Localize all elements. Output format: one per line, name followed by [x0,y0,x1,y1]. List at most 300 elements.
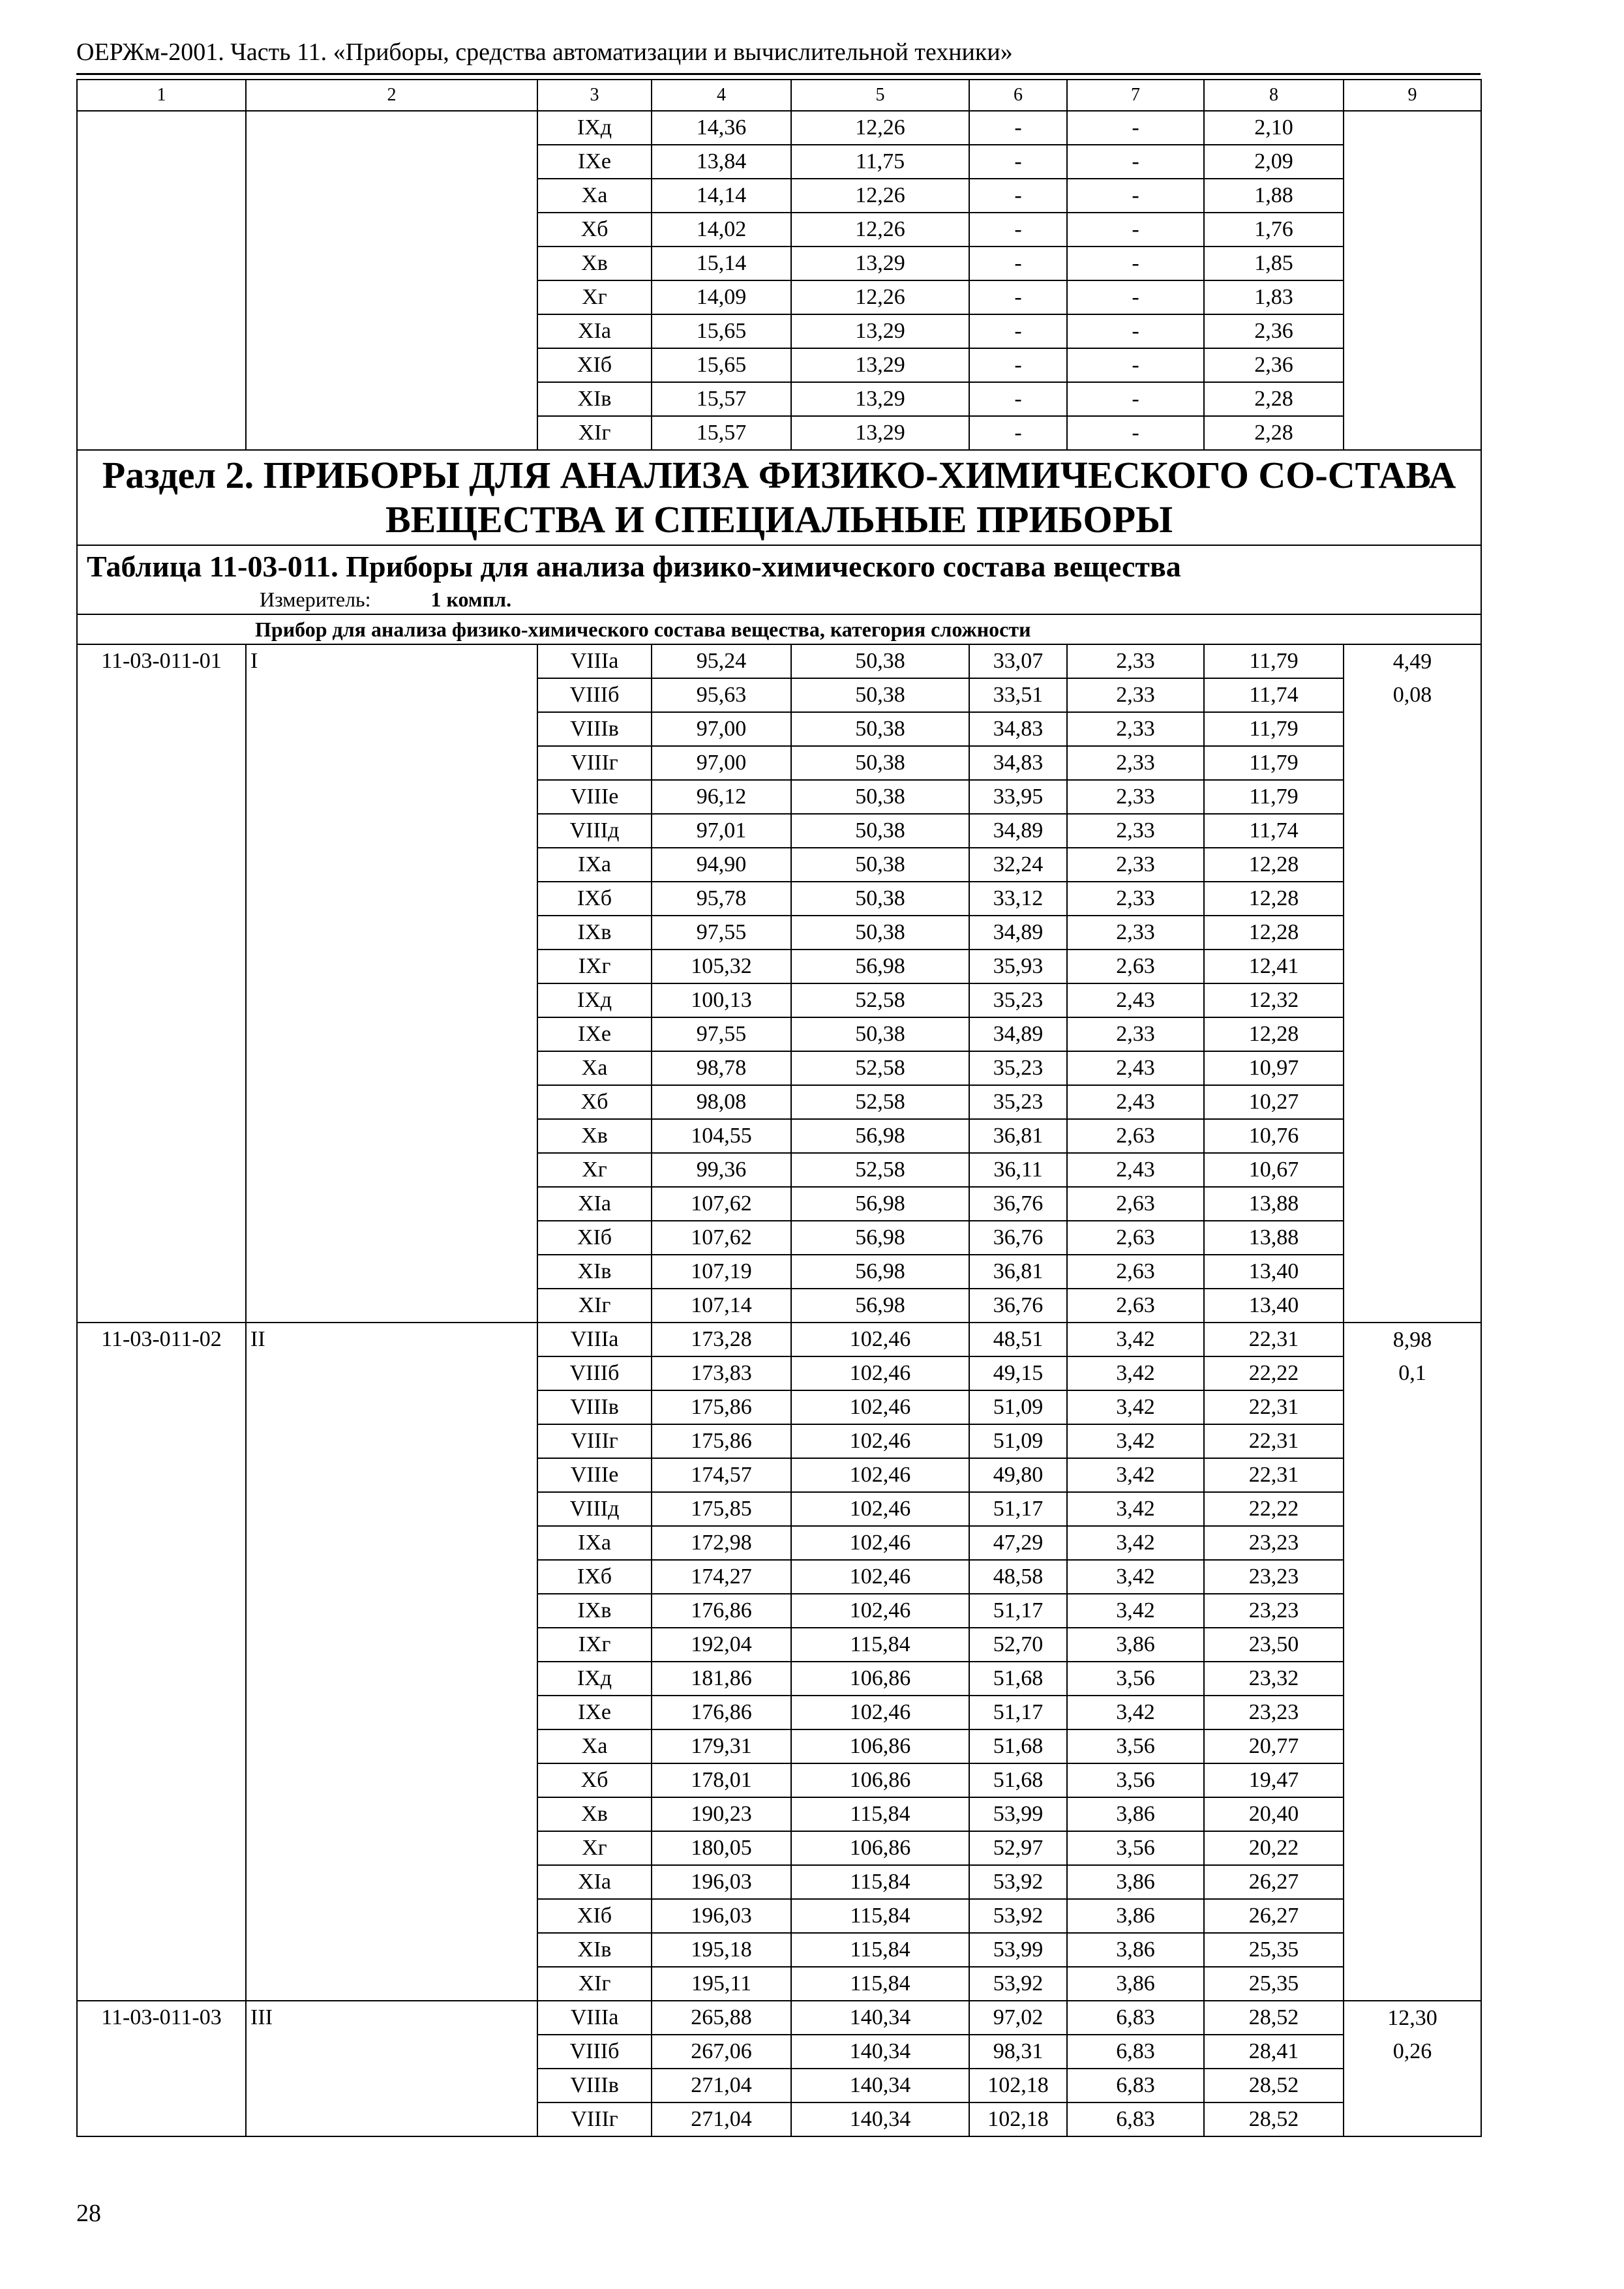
col9-cell [1344,1492,1481,1526]
table-cell: 52,58 [791,1153,969,1187]
table-cell: 28,52 [1204,2069,1344,2102]
table-cell: IXд [537,1662,652,1696]
table-cell: IXе [537,145,652,179]
col9-cell [1344,1831,1481,1865]
table-cell: XIг [537,1967,652,2001]
table-cell: 176,86 [652,1594,791,1628]
table-cell: 98,08 [652,1085,791,1119]
meter-value: 1 компл. [430,588,512,611]
table-cell: Xа [537,179,652,213]
table-cell: 2,36 [1204,348,1344,382]
col9-cell [1344,1899,1481,1933]
table-cell: 100,13 [652,983,791,1017]
col9-cell [1344,1526,1481,1560]
table-cell: 14,02 [652,213,791,247]
table-cell: 28,52 [1204,2001,1344,2035]
table-cell: 102,46 [791,1390,969,1424]
code-cell [77,111,246,145]
table-cell: 33,51 [969,678,1067,712]
col9-cell [1344,1390,1481,1424]
table-cell: 11,74 [1204,814,1344,848]
column-number: 3 [537,80,652,111]
table-cell: 11,79 [1204,780,1344,814]
category-cell [246,382,537,416]
table-cell: 50,38 [791,882,969,916]
table-cell: 3,56 [1067,1662,1204,1696]
table-row [77,2001,1481,2035]
table-cell: VIIIе [537,780,652,814]
table-cell: 102,46 [791,1323,969,1356]
table-cell: 3,42 [1067,1492,1204,1526]
table-cell: 97,00 [652,746,791,780]
table-cell: 3,42 [1067,1323,1204,1356]
table-cell: 23,32 [1204,1662,1344,1696]
table-row [77,1323,1481,1356]
category-cell [246,213,537,247]
table-cell: XIб [537,348,652,382]
table-cell: 50,38 [791,746,969,780]
entry-category: III [246,2001,537,2136]
col9-cell [1344,1255,1481,1289]
column-number: 1 [77,80,246,111]
table-cell: XIг [537,416,652,450]
table-cell: Xа [537,1729,652,1763]
table-cell: 115,84 [791,1933,969,1967]
table-cell: 20,77 [1204,1729,1344,1763]
table-cell: 94,90 [652,848,791,882]
col9-cell [1344,247,1481,280]
table-cell: 2,36 [1204,314,1344,348]
table-cell: 28,52 [1204,2102,1344,2136]
table-cell: 2,43 [1067,1085,1204,1119]
table-cell: 11,79 [1204,746,1344,780]
table-cell: 47,29 [969,1526,1067,1560]
table-cell: 19,47 [1204,1763,1344,1797]
table-cell: 102,46 [791,1696,969,1729]
table-cell: VIIIд [537,814,652,848]
code-cell [77,348,246,382]
table-cell: 173,28 [652,1323,791,1356]
table-cell: 3,42 [1067,1390,1204,1424]
table-cell: 12,26 [791,213,969,247]
table-cell: 140,34 [791,2035,969,2069]
table-cell: 97,02 [969,2001,1067,2035]
table-cell: 267,06 [652,2035,791,2069]
table-cell: 23,23 [1204,1560,1344,1594]
table-cell: 49,15 [969,1356,1067,1390]
table-cell: 25,35 [1204,1933,1344,1967]
col9-cell [1344,950,1481,983]
table-cell: 2,33 [1067,644,1204,678]
table-cell: VIIIе [537,1458,652,1492]
col9-cell [1344,1628,1481,1662]
table-cell: 1,76 [1204,213,1344,247]
table-cell: 106,86 [791,1729,969,1763]
table-cell: 53,99 [969,1933,1067,1967]
table-cell: 2,28 [1204,382,1344,416]
table-cell: 107,14 [652,1289,791,1323]
table-cell: 34,89 [969,1017,1067,1051]
table-cell: XIв [537,1933,652,1967]
table-row [77,145,1481,179]
table-cell: 10,27 [1204,1085,1344,1119]
table-cell: 2,63 [1067,950,1204,983]
table-cell: 104,55 [652,1119,791,1153]
col9-cell [1344,1933,1481,1967]
table-cell: XIв [537,382,652,416]
table-cell: VIIIб [537,2035,652,2069]
code-cell [77,280,246,314]
table-cell: 12,28 [1204,882,1344,916]
col9-cell [1344,213,1481,247]
table-row [77,247,1481,280]
col9-cell [1344,1560,1481,1594]
table-cell: 174,57 [652,1458,791,1492]
table-cell: - [1067,111,1204,145]
table-cell: 23,50 [1204,1628,1344,1662]
table-cell: 3,42 [1067,1356,1204,1390]
column-number-row [77,80,1481,111]
code-cell [77,247,246,280]
table-cell: Xб [537,1763,652,1797]
table-cell: 192,04 [652,1628,791,1662]
col9-cell [1344,1119,1481,1153]
table-cell: 3,86 [1067,1628,1204,1662]
table-cell: 95,24 [652,644,791,678]
table-cell: Xг [537,1831,652,1865]
col9-cell [1344,780,1481,814]
table-cell: 3,86 [1067,1797,1204,1831]
table-row [77,348,1481,382]
table-cell: 51,09 [969,1424,1067,1458]
table-cell: 196,03 [652,1899,791,1933]
table-cell: 51,68 [969,1763,1067,1797]
table-cell: 23,23 [1204,1594,1344,1628]
category-cell [246,314,537,348]
table-cell: 95,63 [652,678,791,712]
table-cell: 22,31 [1204,1458,1344,1492]
table-cell: 13,84 [652,145,791,179]
table-cell: - [1067,179,1204,213]
table-cell: 190,23 [652,1797,791,1831]
table-cell: 22,31 [1204,1424,1344,1458]
table-cell: 13,40 [1204,1255,1344,1289]
code-cell [77,145,246,179]
col9-cell [1344,416,1481,450]
table-cell: - [1067,348,1204,382]
table-cell: 3,42 [1067,1424,1204,1458]
category-cell [246,247,537,280]
table-cell: VIIIг [537,746,652,780]
table-cell: 3,42 [1067,1696,1204,1729]
col9-value: 0,08 [1344,678,1481,712]
table-cell: - [1067,416,1204,450]
table-cell: 14,09 [652,280,791,314]
table-cell: Xг [537,1153,652,1187]
table-cell: XIв [537,1255,652,1289]
col9-cell [1344,179,1481,213]
col9-cell [1344,314,1481,348]
table-cell: 20,22 [1204,1831,1344,1865]
col9-cell [1344,145,1481,179]
table-cell: 2,33 [1067,712,1204,746]
table-title: Таблица 11-03-011. Приборы для анализа физико-химического состава вещества [87,550,1181,583]
table-cell: 12,41 [1204,950,1344,983]
table-cell: 36,11 [969,1153,1067,1187]
col9-cell [1344,1085,1481,1119]
table-cell: 12,28 [1204,916,1344,950]
table-cell: 106,86 [791,1662,969,1696]
table-cell: IXг [537,1628,652,1662]
table-cell: 195,11 [652,1967,791,2001]
table-cell: 176,86 [652,1696,791,1729]
table-cell: 3,42 [1067,1560,1204,1594]
col9-cell [1344,1017,1481,1051]
col9-cell [1344,983,1481,1017]
table-row [77,111,1481,145]
table-cell: - [969,348,1067,382]
table-cell: 12,28 [1204,1017,1344,1051]
table-cell: 53,92 [969,1967,1067,2001]
table-cell: 12,26 [791,280,969,314]
page-number: 28 [76,2200,101,2227]
table-cell: 50,38 [791,916,969,950]
table-cell: IXв [537,1594,652,1628]
table-cell: 56,98 [791,1255,969,1289]
table-cell: 56,98 [791,1119,969,1153]
table-cell: 12,28 [1204,848,1344,882]
table-cell: 102,46 [791,1424,969,1458]
table-cell: 115,84 [791,1865,969,1899]
table-cell: 51,17 [969,1696,1067,1729]
table-cell: - [1067,382,1204,416]
col9-cell [1344,1594,1481,1628]
table-cell: 13,29 [791,416,969,450]
entry-code: 11-03-011-03 [77,2001,246,2136]
table-cell: 2,43 [1067,1153,1204,1187]
table-cell: 15,57 [652,416,791,450]
table-cell: 36,76 [969,1187,1067,1221]
table-cell: 2,33 [1067,746,1204,780]
table-cell: 12,26 [791,111,969,145]
table-cell: 36,76 [969,1289,1067,1323]
table-cell: 106,86 [791,1763,969,1797]
table-cell: 175,85 [652,1492,791,1526]
table-cell: 2,09 [1204,145,1344,179]
table-row [77,416,1481,450]
table-cell: VIIIг [537,1424,652,1458]
table-cell: 2,43 [1067,1051,1204,1085]
table-cell: VIIIб [537,1356,652,1390]
table-cell: 50,38 [791,814,969,848]
header-rule [76,73,1481,75]
column-number: 2 [246,80,537,111]
table-cell: 115,84 [791,1899,969,1933]
group-heading-row [77,614,1481,644]
table-cell: 23,23 [1204,1526,1344,1560]
table-cell: 53,99 [969,1797,1067,1831]
column-number: 4 [652,80,791,111]
table-cell: IXб [537,882,652,916]
col9-value: 0,1 [1344,1356,1481,1390]
table-cell: VIIIд [537,1492,652,1526]
meter-line [87,585,1471,614]
table-cell: 34,83 [969,712,1067,746]
category-cell [246,111,537,145]
table-cell: 22,31 [1204,1390,1344,1424]
table-cell: 2,33 [1067,882,1204,916]
code-cell [77,179,246,213]
table-cell: VIIIв [537,1390,652,1424]
table-cell: 10,97 [1204,1051,1344,1085]
col9-cell [1344,1187,1481,1221]
table-cell: Xб [537,1085,652,1119]
section-title: Раздел 2. ПРИБОРЫ ДЛЯ АНАЛИЗА ФИЗИКО-ХИМИЧЕСКОГО СО-СТАВА ВЕЩЕСТВА И СПЕЦИАЛЬНЫЕ ПРИБОРЫ [77,450,1481,545]
table-cell: 107,19 [652,1255,791,1289]
table-cell: 115,84 [791,1967,969,2001]
col9-value: 12,30 [1344,2001,1481,2035]
table-cell: 13,40 [1204,1289,1344,1323]
table-cell: 107,62 [652,1221,791,1255]
table-cell: IXа [537,848,652,882]
table-cell: XIг [537,1289,652,1323]
table-cell: 2,33 [1067,814,1204,848]
table-cell: 15,65 [652,348,791,382]
table-cell: 3,86 [1067,1899,1204,1933]
table-cell: 48,51 [969,1323,1067,1356]
table-cell: IXа [537,1526,652,1560]
table-cell: 2,10 [1204,111,1344,145]
table-cell: 14,14 [652,179,791,213]
table-cell: - [1067,145,1204,179]
table-cell: VIIIа [537,644,652,678]
table-cell: 3,86 [1067,1865,1204,1899]
table-cell: 15,57 [652,382,791,416]
table-cell: 11,74 [1204,678,1344,712]
table-cell: 181,86 [652,1662,791,1696]
table-cell: 52,97 [969,1831,1067,1865]
table-cell: 50,38 [791,644,969,678]
table-cell: 102,46 [791,1356,969,1390]
table-cell: 56,98 [791,1221,969,1255]
column-number: 9 [1344,80,1481,111]
table-cell: 6,83 [1067,2069,1204,2102]
table-cell: 97,55 [652,916,791,950]
running-header: ОЕРЖм-2001. Часть 11. «Приборы, средства автоматизации и вычислительной техники» [76,38,1013,66]
table-cell: - [1067,280,1204,314]
table-cell: 3,56 [1067,1763,1204,1797]
table-cell: XIб [537,1221,652,1255]
table-cell: 50,38 [791,678,969,712]
table-row [77,179,1481,213]
table-cell: 2,63 [1067,1221,1204,1255]
table-cell: 35,93 [969,950,1067,983]
table-cell: 265,88 [652,2001,791,2035]
table-cell: 175,86 [652,1390,791,1424]
table-cell: - [969,111,1067,145]
entry-code: 11-03-011-02 [77,1323,246,2001]
table-cell: - [969,280,1067,314]
table-title-block [77,545,1481,614]
table-cell: 102,46 [791,1560,969,1594]
table-cell: 2,33 [1067,848,1204,882]
entry-category: II [246,1323,537,2001]
table-cell: 25,35 [1204,1967,1344,2001]
entry-code: 11-03-011-01 [77,644,246,1323]
table-cell: 12,26 [791,179,969,213]
table-cell: 14,36 [652,111,791,145]
col9-cell [1344,1696,1481,1729]
table-cell: 13,29 [791,348,969,382]
table-cell: 271,04 [652,2102,791,2136]
table-cell: 271,04 [652,2069,791,2102]
table-cell: 2,28 [1204,416,1344,450]
table-cell: IXб [537,1560,652,1594]
table-cell: 50,38 [791,712,969,746]
table-cell: 36,81 [969,1255,1067,1289]
table-cell: 140,34 [791,2102,969,2136]
table-cell: 105,32 [652,950,791,983]
category-cell [246,348,537,382]
table-cell: 195,18 [652,1933,791,1967]
code-cell [77,314,246,348]
table-cell: - [1067,247,1204,280]
column-number: 7 [1067,80,1204,111]
table-body [77,80,1481,2136]
table-cell: 15,14 [652,247,791,280]
code-cell [77,382,246,416]
col9-value: 0,26 [1344,2035,1481,2069]
table-cell: XIа [537,1187,652,1221]
table-cell: IXд [537,111,652,145]
table-cell: 2,63 [1067,1289,1204,1323]
table-cell: 2,33 [1067,780,1204,814]
col9-cell [1344,382,1481,416]
category-cell [246,179,537,213]
table-cell: 140,34 [791,2069,969,2102]
table-cell: - [969,416,1067,450]
table-cell: 102,18 [969,2102,1067,2136]
table-row [77,644,1481,678]
table-cell: 48,58 [969,1560,1067,1594]
table-cell: 51,17 [969,1492,1067,1526]
table-cell: 97,01 [652,814,791,848]
col9-cell [1344,1967,1481,2001]
table-cell: 15,65 [652,314,791,348]
table-cell: XIб [537,1899,652,1933]
table-cell: 22,22 [1204,1356,1344,1390]
table-cell: 13,29 [791,247,969,280]
table-cell: 2,63 [1067,1119,1204,1153]
category-cell [246,145,537,179]
table-cell: 102,46 [791,1526,969,1560]
table-cell: 99,36 [652,1153,791,1187]
col9-cell [1344,848,1481,882]
table-cell: Xв [537,247,652,280]
table-cell: 50,38 [791,1017,969,1051]
table-cell: 22,31 [1204,1323,1344,1356]
table-cell: 26,27 [1204,1865,1344,1899]
table-cell: 52,70 [969,1628,1067,1662]
table-cell: 2,43 [1067,983,1204,1017]
table-cell: 33,95 [969,780,1067,814]
table-cell: 179,31 [652,1729,791,1763]
col9-cell [1344,882,1481,916]
table-cell: 53,92 [969,1865,1067,1899]
table-cell: 3,56 [1067,1729,1204,1763]
table-cell: - [969,179,1067,213]
category-cell [246,280,537,314]
